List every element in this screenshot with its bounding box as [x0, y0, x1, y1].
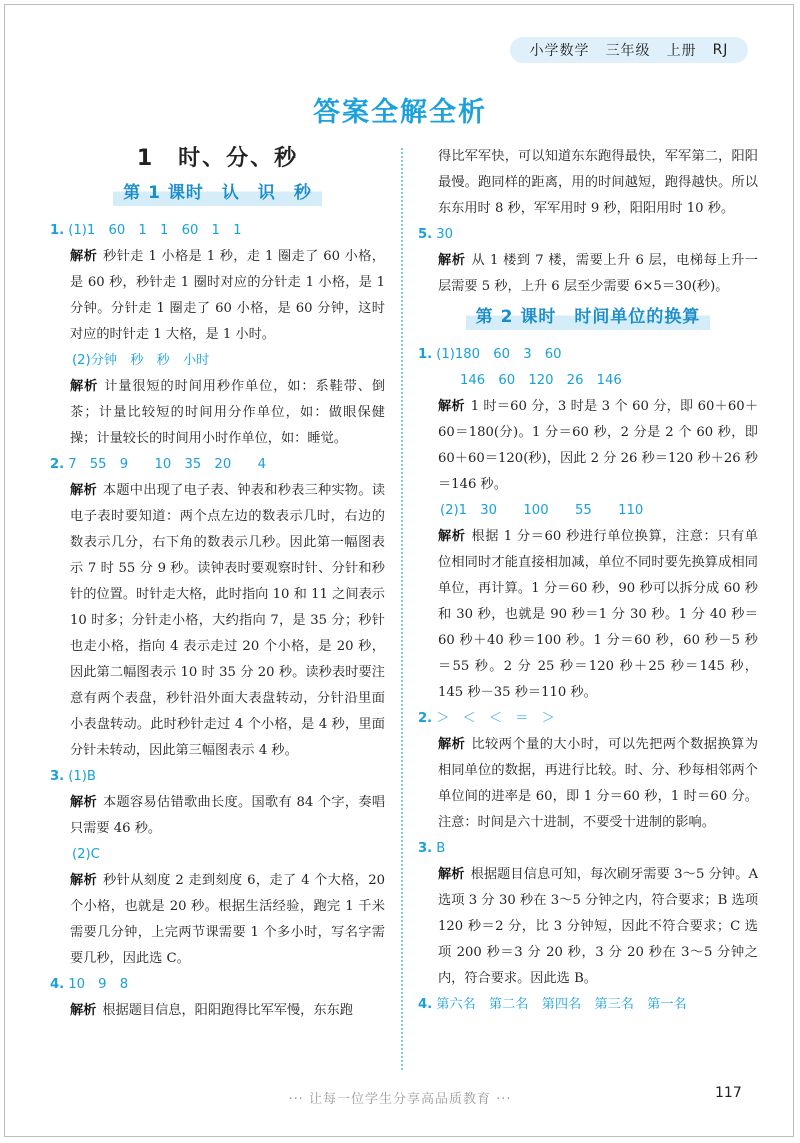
q5-answer: 5. 30 — [418, 227, 453, 242]
q4-analysis-continued: 得比军军快，可以知道东东跑得最快，军军第二，阳阳最慢。跑同样的距离，用的时间越短，跑得越快。所以东东用时 8 秒，军军用时 9 秒，阳阳用时 10 秒。 — [438, 149, 758, 216]
header-edition: RJ — [712, 42, 729, 58]
page-title: 答案全解全析 — [313, 97, 487, 128]
q1-analysis-1: 解析 秒针走 1 小格是 1 秒，走 1 圈走了 60 小格，是 60 秒，秒针走 1 圈时对应的分针走 1 小格，是 1 分钟。分针走 1 圈走了 60 小格，是 60 分钟，这时对应的时针走 1 大格，是 1 小时。 — [70, 249, 385, 342]
header-volume: 上册 — [666, 43, 697, 59]
l2-q2-analysis: 解析 比较两个量的大小时，可以先把两个数据换算为相同单位的数据，再进行比较。时、分、秒每相邻两个单位间的进率是 60，即 1 分＝60 秒，1 时＝60 分。注意：时间是六十进制，不要受十进制的影响。 — [438, 737, 759, 830]
q4-answer: 4. 10 9 8 — [50, 977, 129, 992]
q2-answer: 2. 7 55 9 10 35 20 4 — [50, 457, 266, 472]
q4-analysis: 解析 根据题目信息，阳阳跑得比军军慢，东东跑 — [70, 1003, 353, 1018]
right-column — [418, 144, 758, 1018]
header-grade: 三年级 — [605, 43, 651, 59]
header-bar — [510, 37, 748, 63]
l2-q2-answer: 2. ＞ ＜ ＜ ＝ ＞ — [418, 711, 555, 726]
q5-analysis: 解析 从 1 楼到 7 楼，需要上升 6 层，电梯每上升一层需要 5 秒，上升 6 层至少需要 6×5＝30(秒)。 — [438, 253, 758, 294]
q3-analysis-2: 解析 秒针从刻度 2 走到刻度 6，走了 4 个大格，20 个小格，也就是 20 秒。根据生活经验，跑完 1 千米需要几分钟，上完两节课需要 1 个多小时，写名字需要几秒，因此选 C。 — [70, 873, 385, 966]
chapter-title: 1 时、分、秒 — [136, 146, 299, 171]
l2-q1-answer-1b: 146 60 120 26 146 — [460, 373, 622, 388]
l2-q1-analysis-2: 解析 根据 1 分＝60 秒进行单位换算，注意：只有单位相同时才能直接相加减，单位不同时要先换算成相同单位，再计算。1 分＝60 秒，90 秒可以拆分成 60 秒和 30 秒，也就是 90 秒＝1 分 30 秒。1 分 40 秒＝60 秒＋40 秒＝100 秒。1 分＝60 秒，60 秒－5 秒＝55 秒。2 分 25 秒＝120 秒＋25 秒＝145 秒，145 秒－35 秒＝110 秒。 — [438, 529, 758, 700]
q1-answer-2: (2)分钟 秒 秒 小时 — [72, 353, 210, 368]
lesson-2-heading: 第 2 课时 时间单位的换算 — [418, 304, 758, 332]
q2-analysis: 解析 本题中出现了电子表、钟表和秒表三种实物。读电子表时要知道：两个点左边的数表示几时，右边的数表示几分，右下角的数表示几秒。因此第一幅图表示 7 时 55 分 9 秒。读钟表时要观察时针、分针和秒针的位置。时针走大格，此时指向 10 和 11 之间表示 10 时多；分针走小格，大约指向 7，是 35 分；秒针也走小格，指向 4 表示走过 20 个小格，是 20 秒，因此第二幅图表示 10 时 35 分 20 秒。读秒表时要注意有两个表盘，秒针沿外面大表盘转动，分针沿里面小表盘转动。此时秒针走过 4 个小格，是 4 秒，里面分针未转动，因此第三幅图表示 4 秒。 — [70, 483, 386, 758]
footer-slogan: ··· 让每一位学生分享高品质教育 ··· — [288, 1092, 512, 1107]
q3-answer-2: (2)C — [72, 847, 100, 862]
l2-q1-answer-2: (2)1 30 100 55 110 — [440, 503, 644, 518]
left-column — [50, 140, 385, 1024]
page-number: 117 — [715, 1085, 742, 1101]
q3-analysis-1: 解析 本题容易估错歌曲长度。国歌有 84 个字，奏唱只需要 46 秒。 — [70, 795, 386, 836]
l2-q3-analysis: 解析 根据题目信息可知，每次刷牙需要 3～5 分钟。A 选项 3 分 30 秒在 3～5 分钟之内，符合要求；B 选项 120 秒＝2 分，比 3 分钟短，因此不符合要求；C 选项 200 秒＝3 分 20 秒，3 分 20 秒在 3～5 分钟之内，符合要求。因此选 B。 — [438, 867, 759, 986]
lesson-1-heading: 第 1 课时 认 识 秒 — [50, 180, 385, 208]
l2-q1-analysis-1: 解析 1 时＝60 分，3 时是 3 个 60 分，即 60＋60＋60＝180(分)。1 分＝60 秒，2 分是 2 个 60 秒，即 60＋60＝120(秒)，因此 2 分 26 秒＝120 秒＋26 秒＝146 秒。 — [438, 399, 759, 492]
q1-answer-1: 1. (1)1 60 1 1 60 1 1 — [50, 223, 242, 238]
l2-q3-answer: 3. B — [418, 841, 446, 856]
header-subject: 小学数学 — [529, 43, 590, 59]
l2-q1-answer-1a: 1. (1)180 60 3 60 — [418, 347, 562, 362]
q3-answer-1: 3. (1)B — [50, 769, 96, 784]
l2-q4-answer: 4. 第六名 第二名 第四名 第三名 第一名 — [418, 997, 687, 1012]
q1-analysis-2: 解析 计量很短的时间用秒作单位，如：系鞋带、倒茶；计量比较短的时间用分作单位，如：做眼保健操；计量较长的时间用小时作单位，如：睡觉。 — [70, 379, 386, 446]
column-divider — [401, 148, 403, 1070]
